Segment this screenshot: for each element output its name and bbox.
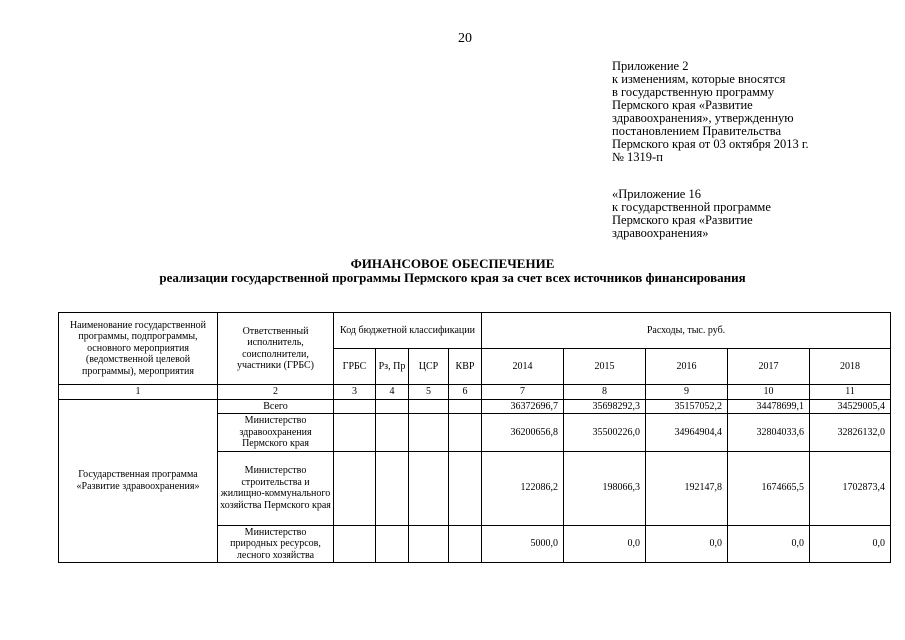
- header-code: ЦСР: [409, 349, 449, 385]
- code-cell: [409, 451, 449, 525]
- executor-cell: Министерство строительства и жилищно-коммунального хозяйства Пермского края: [218, 451, 334, 525]
- column-number: 7: [482, 385, 564, 400]
- column-number: 3: [334, 385, 376, 400]
- column-number: 5: [409, 385, 449, 400]
- header-budget-code: Код бюджетной классификации: [334, 313, 482, 349]
- annex-line: в государственную программу: [612, 85, 775, 99]
- program-name-cell: Государственная программа «Развитие здравоохранения»: [59, 399, 218, 563]
- value-cell: 198066,3: [564, 451, 646, 525]
- executor-cell: Всего: [218, 399, 334, 414]
- code-cell: [376, 414, 409, 452]
- header-code: ГРБС: [334, 349, 376, 385]
- executor-cell: Министерство природных ресурсов, лесного хозяйства: [218, 525, 334, 563]
- executor-cell: Министерство здравоохранения Пермского края: [218, 414, 334, 452]
- value-cell: 34964904,4: [646, 414, 728, 452]
- code-cell: [376, 399, 409, 414]
- column-number: 8: [564, 385, 646, 400]
- value-cell: 0,0: [728, 525, 810, 563]
- annex-block: [612, 60, 872, 164]
- value-cell: 5000,0: [482, 525, 564, 563]
- code-cell: [409, 399, 449, 414]
- annex-line: здравоохранения»: [612, 226, 709, 240]
- value-cell: 122086,2: [482, 451, 564, 525]
- column-number: 10: [728, 385, 810, 400]
- column-number: 2: [218, 385, 334, 400]
- column-number: 9: [646, 385, 728, 400]
- value-cell: 34529005,4: [810, 399, 891, 414]
- value-cell: 1702873,4: [810, 451, 891, 525]
- code-cell: [334, 525, 376, 563]
- table-row: [59, 399, 891, 414]
- header-year: 2018: [810, 349, 891, 385]
- page-number: 20: [458, 31, 472, 46]
- code-cell: [409, 525, 449, 563]
- value-cell: 32826132,0: [810, 414, 891, 452]
- header-year: 2014: [482, 349, 564, 385]
- code-cell: [449, 399, 482, 414]
- value-cell: 35157052,2: [646, 399, 728, 414]
- value-cell: 36200656,8: [482, 414, 564, 452]
- column-number: 11: [810, 385, 891, 400]
- value-cell: 36372696,7: [482, 399, 564, 414]
- header-name: Наименование государственной программы, подпрограммы, основного мероприятия (ведомственной целевой программы), мероприятия: [59, 313, 218, 385]
- value-cell: 0,0: [564, 525, 646, 563]
- value-cell: 0,0: [810, 525, 891, 563]
- annex-line: Приложение 2: [612, 59, 689, 73]
- code-cell: [449, 525, 482, 563]
- column-number: 1: [59, 385, 218, 400]
- annex-line: к государственной программе: [612, 200, 771, 214]
- value-cell: 0,0: [646, 525, 728, 563]
- value-cell: 34478699,1: [728, 399, 810, 414]
- header-year: 2015: [564, 349, 646, 385]
- document-title: ФИНАНСОВОЕ ОБЕСПЕЧЕНИЕ: [350, 256, 555, 271]
- annex-16-block: [612, 188, 872, 240]
- annex-line: постановлением Правительства: [612, 124, 782, 138]
- code-cell: [334, 451, 376, 525]
- header-year: 2016: [646, 349, 728, 385]
- annex-line: «Приложение 16: [612, 187, 701, 201]
- annex-line: к изменениям, которые вносятся: [612, 72, 786, 86]
- code-cell: [449, 451, 482, 525]
- annex-line: Пермского края «Развитие: [612, 213, 753, 227]
- annex-line: здравоохранения», утвержденную: [612, 111, 794, 125]
- annex-line: Пермского края от 03 октября 2013 г.: [612, 137, 809, 151]
- financing-table: [58, 312, 891, 563]
- header-expenses: Расходы, тыс. руб.: [482, 313, 891, 349]
- code-cell: [409, 414, 449, 452]
- code-cell: [334, 414, 376, 452]
- header-executor: Ответственный исполнитель, соисполнители, участники (ГРБС): [218, 313, 334, 385]
- column-number-row: [59, 385, 891, 400]
- annex-line: № 1319-п: [612, 150, 663, 164]
- header-row: [59, 313, 891, 349]
- code-cell: [376, 525, 409, 563]
- header-code: Рз, Пр: [376, 349, 409, 385]
- document-subtitle: реализации государственной программы Пермского края за счет всех источников финансирования: [159, 270, 746, 285]
- code-cell: [376, 451, 409, 525]
- header-code: КВР: [449, 349, 482, 385]
- value-cell: 35698292,3: [564, 399, 646, 414]
- column-number: 6: [449, 385, 482, 400]
- code-cell: [449, 414, 482, 452]
- code-cell: [334, 399, 376, 414]
- annex-line: Пермского края «Развитие: [612, 98, 753, 112]
- header-year: 2017: [728, 349, 810, 385]
- value-cell: 32804033,6: [728, 414, 810, 452]
- value-cell: 192147,8: [646, 451, 728, 525]
- column-number: 4: [376, 385, 409, 400]
- value-cell: 35500226,0: [564, 414, 646, 452]
- value-cell: 1674665,5: [728, 451, 810, 525]
